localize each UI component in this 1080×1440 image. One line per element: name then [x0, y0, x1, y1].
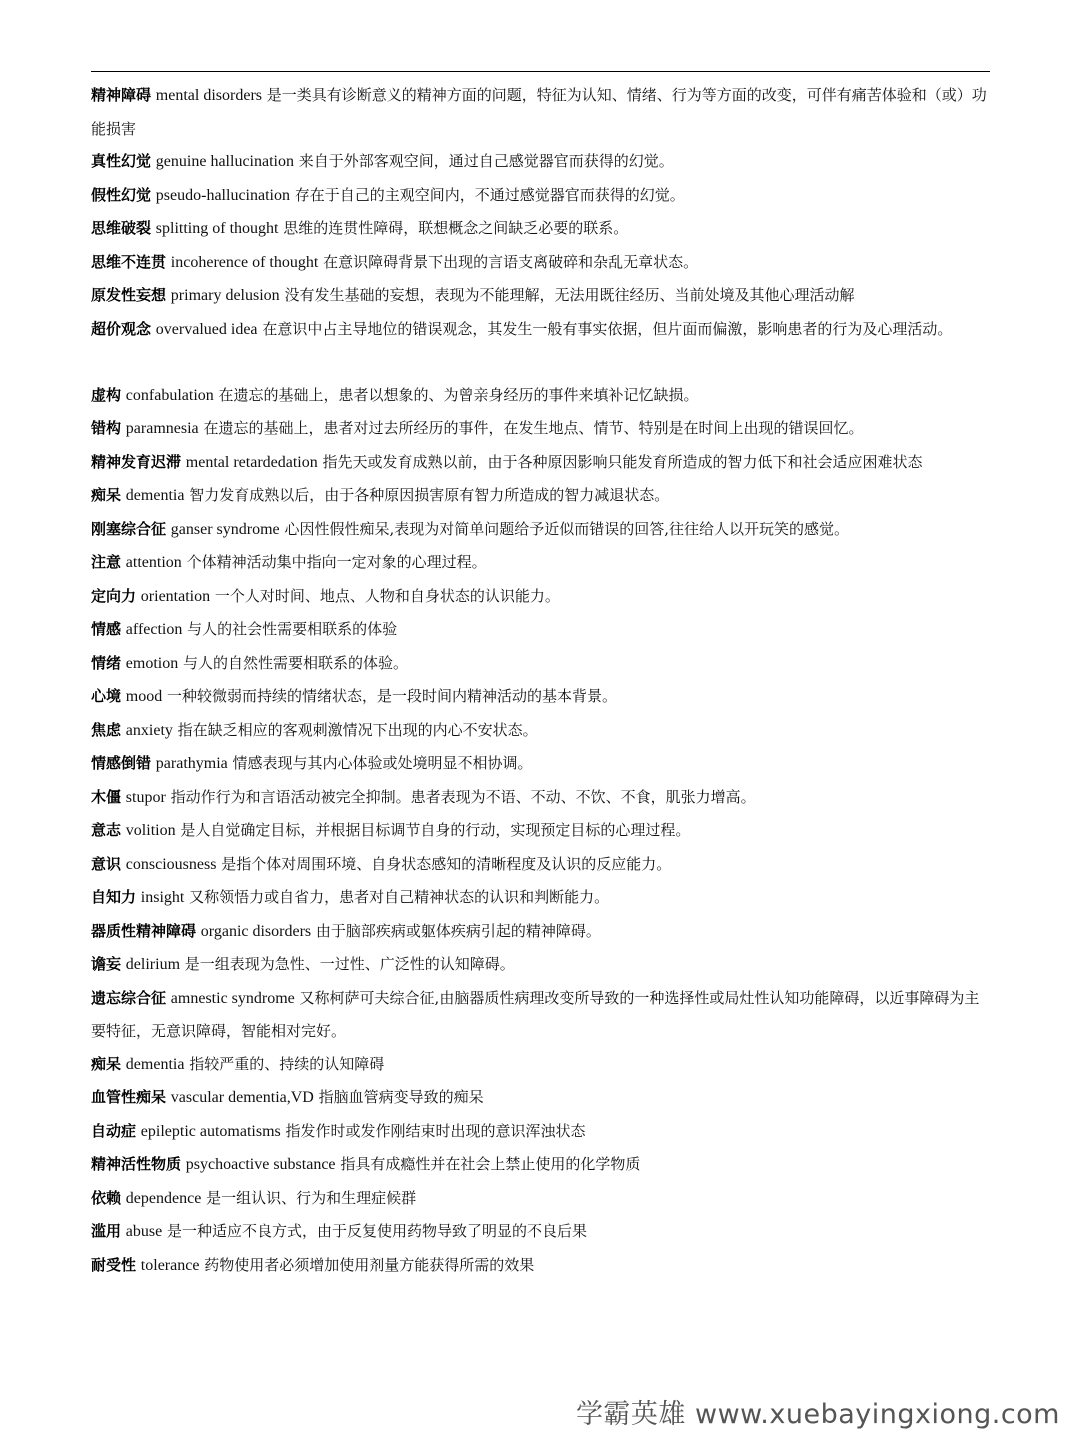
entry-term: 心境 [91, 687, 122, 705]
entry-definition: 指较严重的、持续的认知障碍 [189, 1054, 385, 1073]
entry-definition: 一个人对时间、地点、人物和自身状态的认识能力。 [214, 586, 560, 605]
glossary-entry [91, 613, 991, 647]
glossary-entry [91, 212, 991, 246]
entry-definition: 是一组表现为急性、一过性、广泛性的认知障碍。 [184, 955, 515, 973]
entry-definition: 由于脑部疾病或躯体疾病引起的精神障碍。 [315, 921, 601, 940]
glossary-entry [91, 580, 991, 614]
entry-english: abuse [125, 1223, 163, 1240]
entry-term: 精神活性物质 [91, 1155, 182, 1173]
entry-definition: 没有发生基础的妄想，表现为不能理解，无法用既往经历、当前处境及其他心理活动解 [284, 286, 855, 304]
entry-english: dementia [125, 1055, 185, 1073]
glossary-entry [91, 781, 991, 815]
entry-english: psychoactive substance [185, 1156, 336, 1173]
entry-english: confabulation [125, 386, 214, 404]
entry-term: 木僵 [91, 787, 122, 806]
glossary-body [91, 79, 991, 1282]
header-rule [91, 71, 990, 72]
glossary-entry [91, 379, 991, 413]
entry-term: 错构 [91, 419, 122, 437]
glossary-entry [91, 848, 991, 882]
entry-term: 焦虑 [91, 720, 122, 739]
entry-definition: 在遗忘的基础上，患者以想象的、为曾亲身经历的事件来填补记忆缺损。 [218, 385, 699, 404]
glossary-entry [91, 79, 991, 145]
entry-english: pseudo-hallucination [155, 186, 290, 204]
glossary-entry [91, 479, 991, 513]
entry-english: dependence [125, 1189, 202, 1207]
glossary-entry [91, 145, 991, 179]
entry-english: organic disorders [200, 922, 312, 940]
glossary-entry [91, 814, 991, 848]
entry-definition: 指发作时或发作刚结束时出现的意识浑浊状态 [285, 1121, 586, 1140]
entry-definition: 在遗忘的基础上，患者对过去所经历的事件，在发生地点、情节、特别是在时间上出现的错误回忆。 [203, 419, 864, 437]
glossary-entry [91, 1048, 991, 1082]
glossary-entry [91, 446, 991, 480]
glossary-entry [91, 982, 991, 1048]
entry-english: vascular dementia,VD [170, 1089, 314, 1106]
entry-definition: 来自于外部客观空间，通过自己感觉器官而获得的幻觉。 [298, 152, 674, 170]
entry-term: 虚构 [91, 385, 122, 404]
glossary-entry [91, 546, 991, 580]
entry-term: 精神障碍 [91, 86, 152, 104]
entry-english: parathymia [155, 755, 228, 772]
entry-definition: 是一种适应不良方式，由于反复使用药物导致了明显的不良后果 [167, 1222, 588, 1240]
glossary-entry [91, 279, 991, 313]
entry-english: consciousness [125, 855, 217, 873]
entry-english: mental disorders [155, 87, 262, 104]
entry-term: 痴呆 [91, 1054, 122, 1073]
entry-term: 真性幻觉 [91, 152, 152, 170]
entry-term: 情感倒错 [91, 754, 152, 772]
entry-english: orientation [140, 587, 211, 605]
entry-definition: 是一组认识、行为和生理症候群 [206, 1188, 417, 1207]
glossary-entry [91, 915, 991, 949]
entry-english: genuine hallucination [155, 153, 294, 170]
entry-definition: 指具有成瘾性并在社会上禁止使用的化学物质 [340, 1155, 641, 1173]
entry-english: ganser syndrome [170, 520, 280, 538]
entry-term: 思维不连贯 [91, 252, 167, 271]
entry-term: 假性幻觉 [91, 185, 152, 204]
entry-definition: 与人的社会性需要相联系的体验 [187, 620, 398, 638]
entry-term: 刚塞综合征 [91, 519, 167, 538]
entry-english: emotion [125, 654, 179, 672]
glossary-entry [91, 412, 991, 446]
entry-english: amnestic syndrome [170, 989, 295, 1007]
entry-definition: 指脑血管病变导致的痴呆 [318, 1088, 484, 1106]
entry-definition: 指先天或发育成熟以前，由于各种原因影响只能发育所造成的智力低下和社会适应困难状态 [322, 452, 923, 471]
glossary-entry [91, 513, 991, 547]
entry-definition: 在意识障碍背景下出现的言语支离破碎和杂乱无章状态。 [323, 252, 699, 271]
entry-definition: 是人自觉确定目标，并根据目标调节自身的行动，实现预定目标的心理过程。 [180, 821, 691, 839]
entry-term: 器质性精神障碍 [91, 921, 197, 940]
entry-english: affection [125, 621, 183, 638]
entry-definition: 智力发育成熟以后，由于各种原因损害原有智力所造成的智力减退状态。 [189, 486, 670, 504]
entry-english: incoherence of thought [170, 253, 319, 271]
entry-english: overvalued idea [155, 320, 258, 338]
entry-term: 自动症 [91, 1121, 137, 1140]
entry-term: 情感 [91, 620, 122, 638]
entry-english: anxiety [125, 721, 173, 739]
entry-english: attention [125, 554, 182, 571]
entry-definition: 是一类具有诊断意义的精神方面的问题，特征为认知、情绪、行为等方面的改变，可伴有痛苦体验和（或）功能损害 [91, 86, 987, 138]
glossary-entry [91, 313, 991, 347]
entry-english: mood [125, 688, 163, 705]
entry-term: 原发性妄想 [91, 286, 167, 304]
entry-english: mental retardedation [185, 453, 318, 471]
entry-definition: 思维的连贯性障碍，联想概念之间缺乏必要的联系。 [283, 219, 629, 237]
entry-english: dementia [125, 487, 185, 504]
entry-english: paramnesia [125, 420, 199, 437]
entry-definition: 又称柯萨可夫综合征,由脑器质性病理改变所导致的一种选择性或局灶性认知功能障碍，以近事障碍为主要特征，无意识障碍，智能相对完好。 [91, 988, 980, 1040]
entry-term: 自知力 [91, 888, 137, 906]
glossary-entry [91, 714, 991, 748]
entry-term: 依赖 [91, 1188, 122, 1207]
entry-term: 滥用 [91, 1222, 122, 1240]
entry-definition: 是指个体对周围环境、自身状态感知的清晰程度及认识的反应能力。 [221, 854, 672, 873]
entry-english: stupor [125, 788, 166, 806]
entry-term: 遗忘综合征 [91, 988, 167, 1007]
entry-english: tolerance [140, 1256, 200, 1274]
entry-term: 精神发育迟滞 [91, 452, 182, 471]
glossary-entry [91, 1215, 991, 1249]
entry-definition: 个体精神活动集中指向一定对象的心理过程。 [186, 553, 487, 571]
glossary-entry [91, 1249, 991, 1283]
glossary-entry [91, 647, 991, 681]
entry-term: 意识 [91, 854, 122, 873]
glossary-entry [91, 747, 991, 781]
glossary-entry [91, 881, 991, 915]
entry-term: 超价观念 [91, 319, 152, 338]
entry-english: primary delusion [170, 287, 280, 304]
entry-definition: 情感表现与其内心体验或处境明显不相协调。 [232, 754, 533, 772]
glossary-entry [91, 1115, 991, 1149]
entry-definition: 又称领悟力或自省力，患者对自己精神状态的认识和判断能力。 [189, 888, 610, 906]
entry-term: 情绪 [91, 653, 122, 672]
entry-english: insight [140, 889, 185, 906]
entry-term: 定向力 [91, 586, 137, 605]
entry-term: 思维破裂 [91, 219, 152, 237]
watermark: 学霸英雄 www.xuebayingxiong.com [575, 1399, 1060, 1430]
entry-english: epileptic automatisms [140, 1122, 281, 1140]
entry-english: volition [125, 822, 176, 839]
entry-term: 谵妄 [91, 955, 122, 973]
glossary-entry [91, 246, 991, 280]
entry-english: delirium [125, 956, 181, 973]
entry-definition: 与人的自然性需要相联系的体验。 [183, 653, 409, 672]
glossary-entry [91, 1182, 991, 1216]
entry-definition: 在意识中占主导地位的错误观念，其发生一般有事实依据，但片面而偏激，影响患者的行为及心理活动。 [262, 319, 953, 338]
entry-term: 耐受性 [91, 1255, 137, 1274]
entry-term: 意志 [91, 821, 122, 839]
entry-definition: 心因性假性痴呆,表现为对简单问题给予近似而错误的回答,往往给人以开玩笑的感觉。 [284, 519, 849, 538]
entry-term: 痴呆 [91, 486, 122, 504]
entry-definition: 存在于自己的主观空间内，不通过感觉器官而获得的幻觉。 [294, 185, 685, 204]
entry-term: 注意 [91, 553, 122, 571]
glossary-entry [91, 1148, 991, 1182]
entry-definition: 指动作行为和言语活动被完全抑制。患者表现为不语、不动、不饮、不食，肌张力增高。 [170, 787, 756, 806]
entry-english: splitting of thought [155, 220, 279, 237]
glossary-entry [91, 948, 991, 982]
glossary-entry [91, 1081, 991, 1115]
glossary-entry [91, 179, 991, 213]
entry-definition: 一种较微弱而持续的情绪状态，是一段时间内精神活动的基本背景。 [167, 687, 618, 705]
entry-term: 血管性痴呆 [91, 1088, 167, 1106]
entry-definition: 指在缺乏相应的客观刺激情况下出现的内心不安状态。 [177, 720, 538, 739]
entry-definition: 药物使用者必须增加使用剂量方能获得所需的效果 [204, 1255, 535, 1274]
glossary-entry [91, 680, 991, 714]
